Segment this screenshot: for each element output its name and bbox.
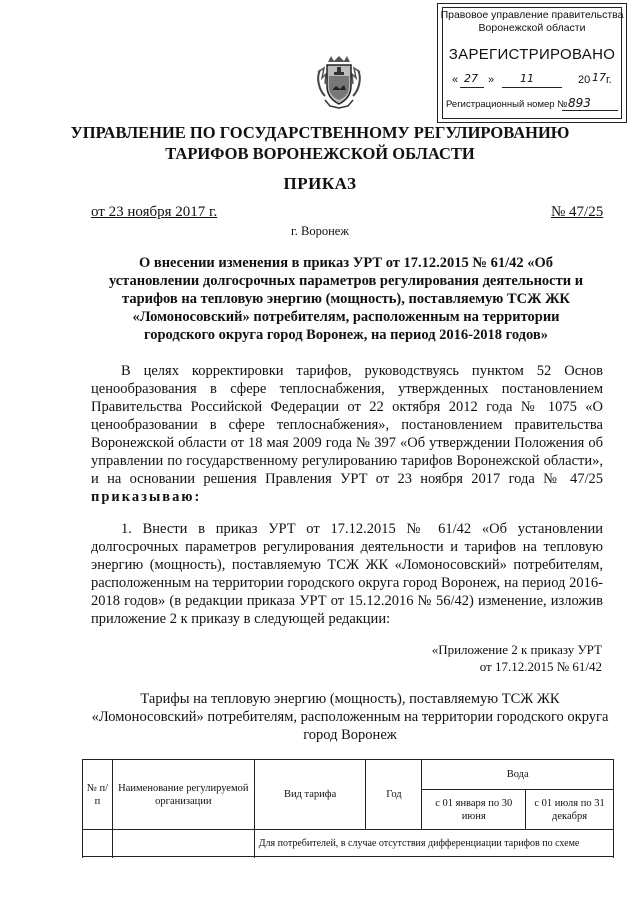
stamp-date [446, 71, 616, 92]
header-year: Год [366, 760, 422, 830]
stamp-month-underline [502, 87, 562, 88]
order-subject: О внесении изменения в приказ УРТ от 17.12.2015 № 61/42 «Об установлении долгосрочных параметров регулирования деятельности и тарифов на тепловую энергию (мощность), поставляемую ТСЖ ЖК «Ломоносовский» потребителям, расположенным на территории городского округа город Воронеж, на период 2016-2018 годов» [108, 255, 584, 343]
stamp-reg-label: Регистрационный номер № [446, 99, 568, 110]
preamble-paragraph [91, 362, 603, 506]
stamp-open-quote: « [452, 74, 459, 86]
appendix-line2: от 17.12.2015 № 61/42 [479, 659, 602, 674]
stamp-year-suffix: 17 [592, 71, 606, 84]
stamp-year-prefix: 20 [578, 74, 591, 86]
stamp-year-letter: г. [606, 74, 612, 86]
preamble-emphasis: приказываю: [91, 489, 202, 505]
table-continuation [82, 846, 614, 858]
stamp-organization [438, 9, 626, 35]
header-water: Вода [422, 760, 614, 790]
preamble-text: В целях корректировки тарифов, руководствуясь пунктом 52 Основ ценообразования в сфере теплоснабжения, утвержденных постановлением Правительства Российской Федерации от 22 октября 2012 года № 1075 «О ценообразовании в сфере теплоснабжения», постановлением правительства Воронежской области от 18 мая 2009 года № 397 «Об утверждении Положения об управлении по государственному регулированию тарифов Воронежской области», и на основании решения Правления УРТ от 23 ноября 2017 года № 47/25 [91, 363, 603, 487]
order-date: от 23 ноября 2017 г. [91, 204, 218, 220]
stamp-org-line1: Правовое управление правительства [440, 9, 624, 21]
header-number: № п/п [83, 760, 113, 830]
table-continuation-line [112, 846, 113, 858]
appendix-line1: «Приложение 2 к приказу УРТ [431, 642, 602, 657]
stamp-reg-number-line [446, 96, 621, 110]
document-type: ПРИКАЗ [283, 174, 357, 193]
header-first-half: с 01 января по 30 июня [422, 790, 526, 830]
table-header-row [83, 760, 614, 790]
stamp-close-quote: » [488, 74, 495, 86]
tariff-table-title: Тарифы на тепловую энергию (мощность), поставляемую ТСЖ ЖК «Ломоносовский» потребителям, расположенным на территории городского округа город Воронеж [91, 691, 609, 743]
header-organization: Наименование регулируемой организации [112, 760, 254, 830]
stamp-month: 11 [520, 72, 534, 85]
order-city: г. Воронеж [291, 224, 349, 238]
organization-title [60, 122, 580, 164]
order-number: № 47/25 [551, 204, 604, 220]
stamp-status: ЗАРЕГИСТРИРОВАНО [448, 46, 616, 63]
header-second-half: с 01 июля по 31 декабря [526, 790, 614, 830]
stamp-reg-number: 893 [568, 96, 591, 110]
registration-stamp [437, 3, 627, 123]
coat-of-arms-icon [316, 56, 362, 110]
stamp-reg-underline [562, 110, 618, 111]
appendix-reference [432, 641, 602, 675]
stamp-org-line2: Воронежской области [478, 22, 586, 34]
stamp-day-underline [460, 87, 484, 88]
clause-1-paragraph: 1. Внести в приказ УРТ от 17.12.2015 № 61/42 «Об установлении долгосрочных параметров регулирования деятельности и тарифов на тепловую энергию (мощность), поставляемую ТСЖ ЖК «Ломоносовский» потребителям, расположенным на территории городского округа город Воронеж, на период 2016-2018 годов» (в редакции приказа УРТ от 15.12.2016 № 56/42) изменение, изложив приложение 2 к приказу в следующей редакции: [91, 521, 603, 627]
tariff-table [82, 759, 614, 857]
table-continuation-line [254, 846, 255, 858]
stamp-day: 27 [464, 72, 478, 85]
organization-title-line2: ТАРИФОВ ВОРОНЕЖСКОЙ ОБЛАСТИ [165, 144, 475, 163]
header-tariff-type: Вид тарифа [254, 760, 366, 830]
organization-title-line1: УПРАВЛЕНИЕ ПО ГОСУДАРСТВЕННОМУ РЕГУЛИРОВАНИЮ [70, 123, 570, 142]
table-row-note: Для потребителей, в случае отсутствия дифференциации тарифов по схеме [254, 830, 613, 857]
